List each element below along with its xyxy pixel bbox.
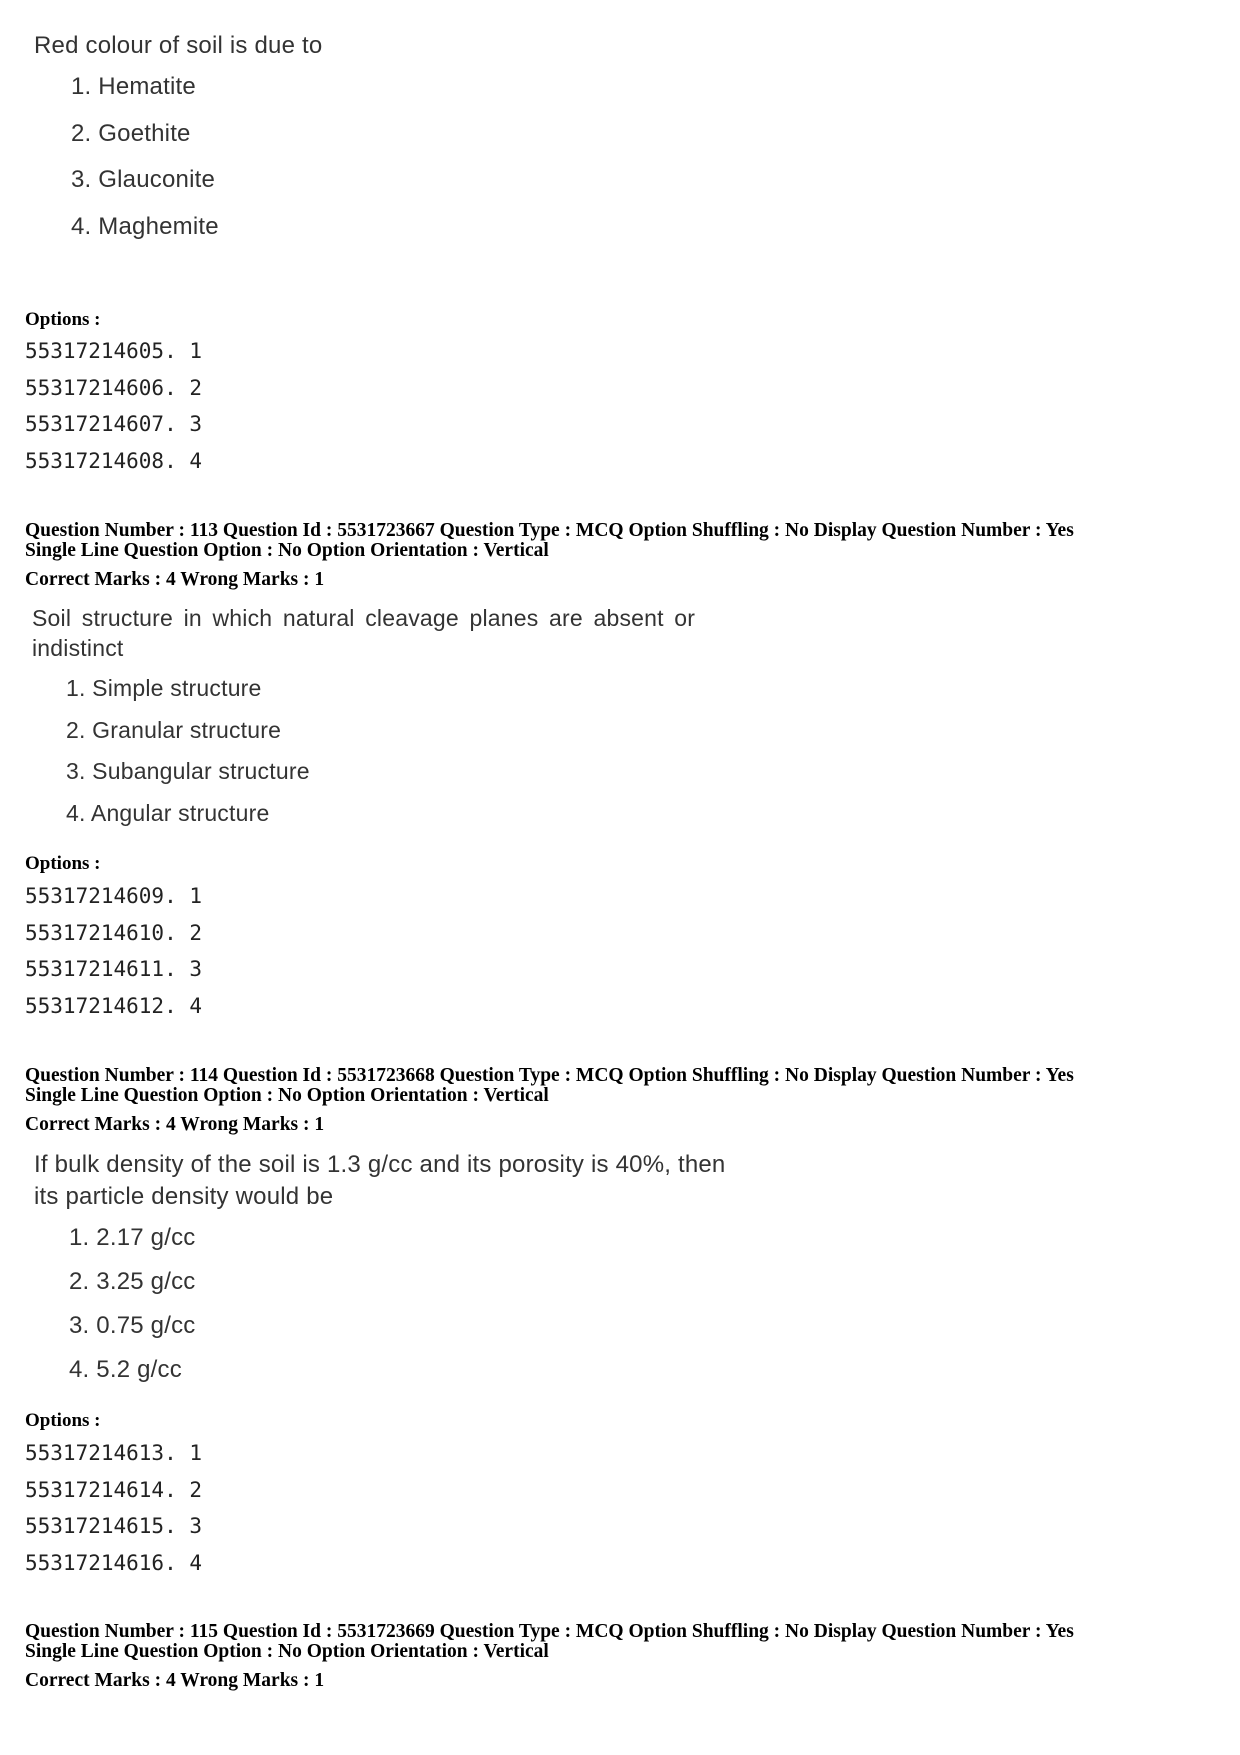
choice-item: 2. Granular structure bbox=[66, 716, 282, 743]
question-meta-line: Question Number : 115 Question Id : 5531723669 Question Type : MCQ Option Shuffling : No Display Question Number : Yes bbox=[25, 1621, 1074, 1642]
choice-item: 1. 2.17 g/cc bbox=[69, 1224, 196, 1251]
options-label: Options : bbox=[25, 309, 101, 330]
question-meta-115 bbox=[25, 1622, 1225, 1691]
option-id: 55317214605. 1 bbox=[25, 339, 203, 363]
choice-item: 3. Subangular structure bbox=[66, 758, 310, 784]
question-image-114 bbox=[34, 1149, 774, 1399]
choice-item: 1. Simple structure bbox=[66, 675, 262, 701]
question-meta-114 bbox=[25, 1066, 1225, 1135]
question-meta-line: Question Number : 114 Question Id : 5531723668 Question Type : MCQ Option Shuffling : No Display Question Number : Yes bbox=[25, 1065, 1074, 1086]
choice-item: 2. 3.25 g/cc bbox=[69, 1268, 196, 1295]
choice-item: 1. Hematite bbox=[71, 73, 196, 100]
question-stem: Soil structure in which natural cleavage planes are absent or indistinct bbox=[32, 605, 696, 661]
choice-list bbox=[71, 72, 734, 258]
marks-line: Correct Marks : 4 Wrong Marks : 1 bbox=[25, 569, 325, 590]
marks-line: Correct Marks : 4 Wrong Marks : 1 bbox=[25, 1670, 325, 1691]
option-id: 55317214612. 4 bbox=[25, 993, 203, 1018]
option-id: 55317214610. 2 bbox=[25, 920, 203, 945]
choice-list bbox=[69, 1223, 774, 1399]
option-id-list bbox=[25, 333, 202, 479]
option-id-list bbox=[25, 1435, 202, 1581]
question-meta-line: Single Line Question Option : No Option Orientation : Vertical bbox=[25, 1641, 549, 1662]
question-image-113 bbox=[32, 603, 752, 839]
option-id: 55317214615. 3 bbox=[25, 1514, 203, 1538]
options-label: Options : bbox=[25, 1410, 101, 1431]
option-id: 55317214608. 4 bbox=[25, 448, 203, 473]
question-meta-113 bbox=[25, 521, 1225, 590]
option-id: 55317214607. 3 bbox=[25, 412, 203, 436]
option-id: 55317214609. 1 bbox=[25, 884, 203, 908]
question-stem: Red colour of soil is due to bbox=[34, 32, 323, 59]
option-id: 55317214611. 3 bbox=[25, 957, 203, 981]
choice-item: 4. Angular structure bbox=[66, 799, 270, 826]
option-id: 55317214613. 1 bbox=[25, 1441, 203, 1465]
question-meta-line: Single Line Question Option : No Option Orientation : Vertical bbox=[25, 540, 549, 561]
question-meta-line: Single Line Question Option : No Option Orientation : Vertical bbox=[25, 1085, 549, 1106]
question-image-112 bbox=[34, 31, 734, 258]
question-meta-line: Question Number : 113 Question Id : 5531723667 Question Type : MCQ Option Shuffling : No Display Question Number : Yes bbox=[25, 520, 1074, 541]
choice-item: 2. Goethite bbox=[71, 119, 191, 147]
marks-line: Correct Marks : 4 Wrong Marks : 1 bbox=[25, 1114, 325, 1135]
options-label: Options : bbox=[25, 853, 101, 874]
choice-item: 3. Glauconite bbox=[71, 166, 216, 193]
choice-list bbox=[66, 673, 752, 839]
choice-item: 3. 0.75 g/cc bbox=[69, 1312, 196, 1339]
question-stem: If bulk density of the soil is 1.3 g/cc and its porosity is 40%, then its particle density would be bbox=[34, 1151, 726, 1210]
option-id: 55317214606. 2 bbox=[25, 375, 203, 400]
choice-item: 4. 5.2 g/cc bbox=[69, 1356, 182, 1383]
option-id: 55317214616. 4 bbox=[25, 1550, 203, 1575]
option-id: 55317214614. 2 bbox=[25, 1477, 203, 1502]
choice-item: 4. Maghemite bbox=[71, 212, 219, 240]
option-id-list bbox=[25, 878, 202, 1024]
